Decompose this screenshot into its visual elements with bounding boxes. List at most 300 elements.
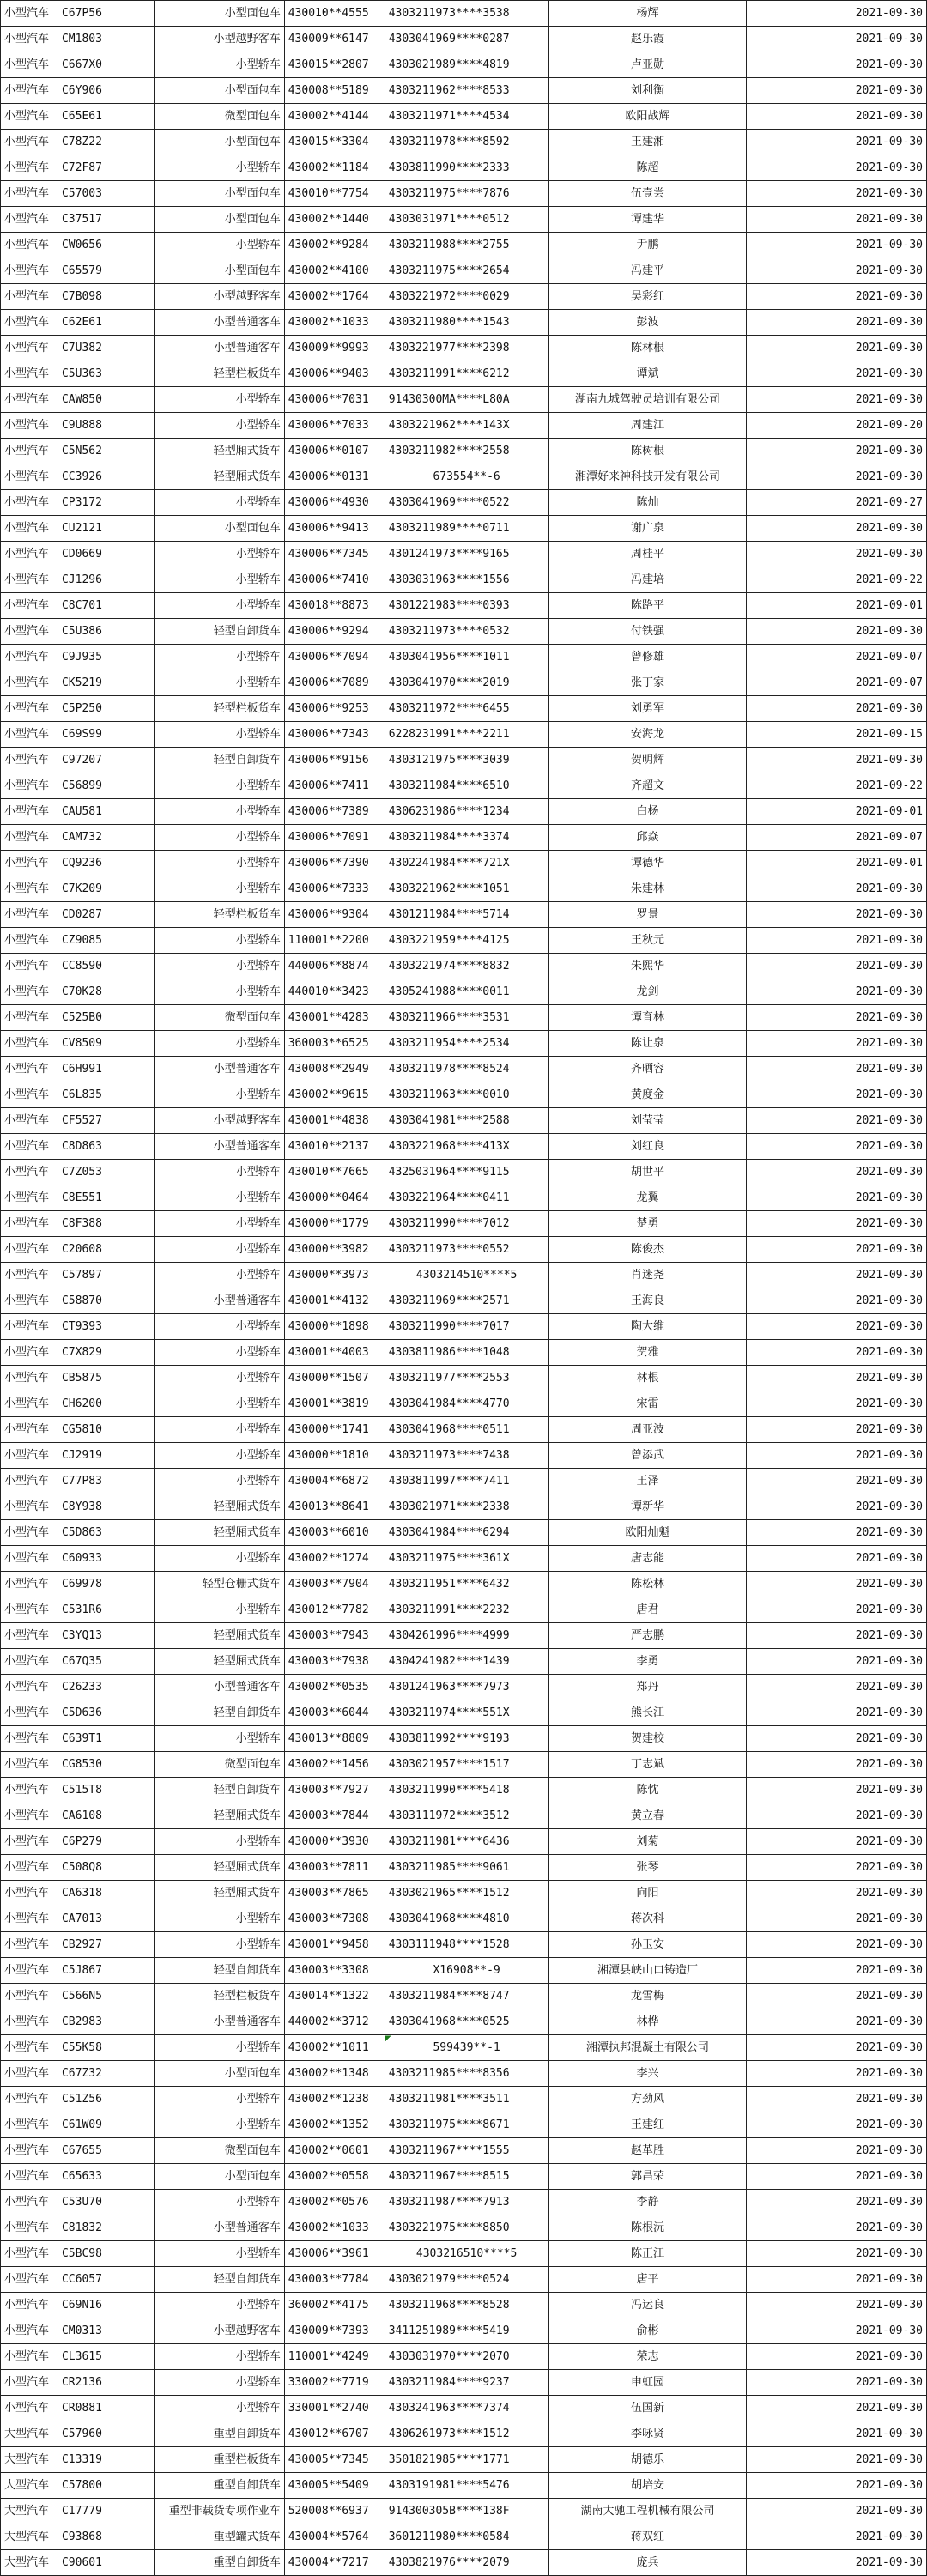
id-number-cell: 6228231991****2211	[385, 722, 548, 748]
plate-number-cell: CF5527	[58, 1108, 154, 1134]
vehicle-class-cell: 小型汽车	[1, 27, 58, 52]
table-row	[1, 310, 927, 336]
table-row	[1, 2293, 927, 2318]
date-cell: 2021-09-30	[747, 1803, 927, 1829]
id-number-cell: 4303211977****2553	[385, 1366, 548, 1391]
table-row	[1, 799, 927, 825]
vehicle-type-cell: 小型越野客车	[154, 2318, 284, 2344]
table-row	[1, 413, 927, 439]
vehicle-type-cell: 小型轿车	[154, 1366, 284, 1391]
license-code-cell: 430003**6010	[284, 1520, 385, 1546]
vehicle-class-cell: 小型汽车	[1, 2318, 58, 2344]
license-code-cell: 430002**1456	[284, 1752, 385, 1778]
vehicle-type-cell: 小型轿车	[154, 1546, 284, 1572]
license-code-cell: 430006**9304	[284, 902, 385, 928]
owner-name-cell: 齐晒容	[548, 1057, 747, 1082]
vehicle-class-cell: 小型汽车	[1, 258, 58, 284]
owner-name-cell: 龙剑	[548, 979, 747, 1005]
vehicle-type-cell: 小型越野客车	[154, 27, 284, 52]
plate-number-cell: CT9393	[58, 1314, 154, 1340]
license-code-cell: 430000**3930	[284, 1829, 385, 1855]
owner-name-cell: 湖南大驰工程机械有限公司	[548, 2499, 747, 2524]
vehicle-class-cell: 小型汽车	[1, 1005, 58, 1031]
vehicle-type-cell: 小型普通客车	[154, 2215, 284, 2241]
owner-name-cell: 孙玉安	[548, 1932, 747, 1958]
vehicle-type-cell: 小型普通客车	[154, 336, 284, 361]
vehicle-type-cell: 小型轿车	[154, 542, 284, 567]
plate-number-cell: CV8509	[58, 1031, 154, 1057]
id-number-cell: 4303211991****6212	[385, 361, 548, 387]
date-cell: 2021-09-30	[747, 104, 927, 130]
license-code-cell: 430006**9294	[284, 619, 385, 645]
table-row	[1, 2370, 927, 2396]
owner-name-cell: 陈超	[548, 155, 747, 181]
id-number-cell: 4303191981****5476	[385, 2473, 548, 2499]
date-cell: 2021-09-30	[747, 902, 927, 928]
owner-name-cell: 陈让泉	[548, 1031, 747, 1057]
date-cell: 2021-09-15	[747, 722, 927, 748]
plate-number-cell: C8Y938	[58, 1494, 154, 1520]
vehicle-class-cell: 小型汽车	[1, 1211, 58, 1237]
id-number-cell: 4303021965****1512	[385, 1881, 548, 1906]
table-row	[1, 1726, 927, 1752]
id-number-cell: 4303211988****2755	[385, 233, 548, 258]
license-code-cell: 430003**7844	[284, 1803, 385, 1829]
owner-name-cell: 龙雪梅	[548, 1984, 747, 2009]
vehicle-class-cell: 小型汽车	[1, 1366, 58, 1391]
license-code-cell: 430009**6147	[284, 27, 385, 52]
date-cell: 2021-09-30	[747, 1623, 927, 1649]
date-cell: 2021-09-30	[747, 1984, 927, 2009]
id-number-cell: 4303041984****4770	[385, 1391, 548, 1417]
id-number-cell: 4303211968****8528	[385, 2293, 548, 2318]
license-code-cell: 430003**7811	[284, 1855, 385, 1881]
license-code-cell: 430006**7390	[284, 851, 385, 876]
id-number-cell: 4303211966****3531	[385, 1005, 548, 1031]
date-cell: 2021-09-30	[747, 1675, 927, 1700]
vehicle-type-cell: 轻型厢式货车	[154, 1855, 284, 1881]
id-number-cell: 4303211973****0552	[385, 1237, 548, 1263]
owner-name-cell: 王泽	[548, 1469, 747, 1494]
date-cell: 2021-09-30	[747, 1108, 927, 1134]
owner-name-cell: 赵革胜	[548, 2138, 747, 2164]
date-cell: 2021-09-30	[747, 1906, 927, 1932]
owner-name-cell: 谭建华	[548, 207, 747, 233]
date-cell: 2021-09-30	[747, 464, 927, 490]
vehicle-class-cell: 小型汽车	[1, 2241, 58, 2267]
license-code-cell: 430002**9284	[284, 233, 385, 258]
date-cell: 2021-09-01	[747, 593, 927, 619]
license-code-cell: 430002**0558	[284, 2164, 385, 2190]
owner-name-cell: 伍国新	[548, 2396, 747, 2421]
vehicle-type-cell: 轻型厢式货车	[154, 1881, 284, 1906]
table-row	[1, 490, 927, 516]
table-row	[1, 1005, 927, 1031]
license-code-cell: 430002**1352	[284, 2112, 385, 2138]
license-code-cell: 430000**1898	[284, 1314, 385, 1340]
vehicle-type-cell: 小型面包车	[154, 258, 284, 284]
vehicle-class-cell: 小型汽车	[1, 979, 58, 1005]
id-number-cell: 91430300MA****L80A	[385, 387, 548, 413]
table-row	[1, 2318, 927, 2344]
id-number-cell: 4303041969****0287	[385, 27, 548, 52]
id-number-cell: 3501821985****1771	[385, 2447, 548, 2473]
plate-number-cell: C67Z32	[58, 2061, 154, 2087]
license-code-cell: 430006**7389	[284, 799, 385, 825]
table-row	[1, 1031, 927, 1057]
vehicle-type-cell: 轻型厢式货车	[154, 1520, 284, 1546]
owner-name-cell: 朱熙华	[548, 954, 747, 979]
vehicle-type-cell: 小型轿车	[154, 1160, 284, 1185]
vehicle-class-cell: 小型汽车	[1, 361, 58, 387]
owner-name-cell: 刘红良	[548, 1134, 747, 1160]
owner-name-cell: 贺明辉	[548, 748, 747, 773]
id-number-cell: 4303211989****0711	[385, 516, 548, 542]
vehicle-class-cell: 小型汽车	[1, 1958, 58, 1984]
owner-name-cell: 彭波	[548, 310, 747, 336]
date-cell: 2021-09-30	[747, 748, 927, 773]
vehicle-class-cell: 小型汽车	[1, 1829, 58, 1855]
table-row	[1, 2087, 927, 2112]
table-row	[1, 2499, 927, 2524]
plate-number-cell: C90601	[58, 2550, 154, 2576]
table-row	[1, 2061, 927, 2087]
table-row	[1, 284, 927, 310]
id-number-cell: 4325031964****9115	[385, 1160, 548, 1185]
date-cell: 2021-09-30	[747, 1082, 927, 1108]
vehicle-class-cell: 小型汽车	[1, 1546, 58, 1572]
plate-number-cell: C77P83	[58, 1469, 154, 1494]
date-cell: 2021-09-30	[747, 1391, 927, 1417]
table-row	[1, 1108, 927, 1134]
license-code-cell: 430006**7094	[284, 645, 385, 670]
vehicle-class-cell: 小型汽车	[1, 1649, 58, 1675]
table-row	[1, 1700, 927, 1726]
plate-number-cell: C6Y906	[58, 78, 154, 104]
vehicle-type-cell: 小型轿车	[154, 490, 284, 516]
owner-name-cell: 俞彬	[548, 2318, 747, 2344]
id-number-cell: 4303041984****6294	[385, 1520, 548, 1546]
license-code-cell: 440006**8874	[284, 954, 385, 979]
vehicle-class-cell: 小型汽车	[1, 2138, 58, 2164]
date-cell: 2021-09-30	[747, 1340, 927, 1366]
table-row	[1, 851, 927, 876]
date-cell: 2021-09-30	[747, 2499, 927, 2524]
table-row	[1, 1288, 927, 1314]
plate-number-cell: CJ2919	[58, 1443, 154, 1469]
owner-name-cell: 谭斌	[548, 361, 747, 387]
id-number-cell: 3411251989****5419	[385, 2318, 548, 2344]
table-row	[1, 1366, 927, 1391]
plate-number-cell: CZ9085	[58, 928, 154, 954]
vehicle-type-cell: 小型轿车	[154, 2370, 284, 2396]
license-code-cell: 430006**7033	[284, 413, 385, 439]
owner-name-cell: 伍壹尝	[548, 181, 747, 207]
id-number-cell: 4303211967****1555	[385, 2138, 548, 2164]
owner-name-cell: 唐志能	[548, 1546, 747, 1572]
plate-number-cell: C26233	[58, 1675, 154, 1700]
vehicle-type-cell: 小型轿车	[154, 1726, 284, 1752]
table-row	[1, 696, 927, 722]
vehicle-type-cell: 小型轿车	[154, 1417, 284, 1443]
id-number-cell: 4304241982****1439	[385, 1649, 548, 1675]
vehicle-type-cell: 小型面包车	[154, 516, 284, 542]
vehicle-class-cell: 小型汽车	[1, 567, 58, 593]
date-cell: 2021-09-07	[747, 825, 927, 851]
vehicle-class-cell: 小型汽车	[1, 1057, 58, 1082]
id-number-cell: 4303021957****1517	[385, 1752, 548, 1778]
table-row	[1, 464, 927, 490]
id-number-cell: 4303211975****7876	[385, 181, 548, 207]
owner-name-cell: 谭德华	[548, 851, 747, 876]
vehicle-type-cell: 轻型厢式货车	[154, 1494, 284, 1520]
owner-name-cell: 林桦	[548, 2009, 747, 2035]
plate-number-cell: C7K209	[58, 876, 154, 902]
owner-name-cell: 陶大维	[548, 1314, 747, 1340]
plate-number-cell: C639T1	[58, 1726, 154, 1752]
id-number-cell: 4303031970****2070	[385, 2344, 548, 2370]
plate-number-cell: CU2121	[58, 516, 154, 542]
date-cell: 2021-09-30	[747, 1752, 927, 1778]
vehicle-class-cell: 小型汽车	[1, 52, 58, 78]
vehicle-class-cell: 小型汽车	[1, 851, 58, 876]
table-row	[1, 825, 927, 851]
id-number-cell: 4303211971****4534	[385, 104, 548, 130]
vehicle-type-cell: 微型面包车	[154, 1752, 284, 1778]
owner-name-cell: 朱建林	[548, 876, 747, 902]
id-number-cell: 4303221968****413X	[385, 1134, 548, 1160]
owner-name-cell: 肖迷尧	[548, 1263, 747, 1288]
plate-number-cell: C6L835	[58, 1082, 154, 1108]
license-code-cell: 430006**3961	[284, 2241, 385, 2267]
date-cell: 2021-09-30	[747, 1288, 927, 1314]
owner-name-cell: 贺建校	[548, 1726, 747, 1752]
license-code-cell: 430001**9458	[284, 1932, 385, 1958]
date-cell: 2021-09-30	[747, 2009, 927, 2035]
owner-name-cell: 黄立春	[548, 1803, 747, 1829]
table-row	[1, 2035, 927, 2061]
date-cell: 2021-09-30	[747, 2267, 927, 2293]
date-cell: 2021-09-30	[747, 876, 927, 902]
id-number-cell: 4303211981****6436	[385, 1829, 548, 1855]
license-code-cell: 430001**4283	[284, 1005, 385, 1031]
plate-number-cell: C69S99	[58, 722, 154, 748]
id-number-cell: 4303041968****4810	[385, 1906, 548, 1932]
vehicle-class-cell: 小型汽车	[1, 1391, 58, 1417]
license-code-cell: 430006**7410	[284, 567, 385, 593]
vehicle-class-cell: 小型汽车	[1, 2112, 58, 2138]
table-row	[1, 155, 927, 181]
date-cell: 2021-09-30	[747, 2190, 927, 2215]
date-cell: 2021-09-30	[747, 1958, 927, 1984]
vehicle-class-cell: 小型汽车	[1, 1984, 58, 2009]
owner-name-cell: 李咏贤	[548, 2421, 747, 2447]
plate-number-cell: CP3172	[58, 490, 154, 516]
plate-number-cell: CD0669	[58, 542, 154, 567]
date-cell: 2021-09-30	[747, 258, 927, 284]
plate-number-cell: C5D863	[58, 1520, 154, 1546]
table-row	[1, 2550, 927, 2576]
license-code-cell: 430002**9615	[284, 1082, 385, 1108]
plate-number-cell: C8F388	[58, 1211, 154, 1237]
owner-name-cell: 吴彩红	[548, 284, 747, 310]
vehicle-type-cell: 小型轿车	[154, 1314, 284, 1340]
vehicle-type-cell: 轻型栏板货车	[154, 902, 284, 928]
table-row	[1, 2344, 927, 2370]
table-row	[1, 1906, 927, 1932]
vehicle-class-cell: 小型汽车	[1, 1031, 58, 1057]
plate-number-cell: C65633	[58, 2164, 154, 2190]
vehicle-type-cell: 小型面包车	[154, 181, 284, 207]
table-row	[1, 542, 927, 567]
vehicle-type-cell: 重型罐式货车	[154, 2524, 284, 2550]
vehicle-type-cell: 小型轿车	[154, 1391, 284, 1417]
owner-name-cell: 胡德乐	[548, 2447, 747, 2473]
vehicle-type-cell: 小型轿车	[154, 2396, 284, 2421]
date-cell: 2021-09-30	[747, 1778, 927, 1803]
id-number-cell: 4303211984****6510	[385, 773, 548, 799]
vehicle-type-cell: 轻型栏板货车	[154, 361, 284, 387]
plate-number-cell: CAM732	[58, 825, 154, 851]
license-code-cell: 430001**3819	[284, 1391, 385, 1417]
table-row	[1, 130, 927, 155]
plate-number-cell: CA7013	[58, 1906, 154, 1932]
owner-name-cell: 湘潭执邦混凝土有限公司	[548, 2035, 747, 2061]
vehicle-class-cell: 小型汽车	[1, 1, 58, 27]
table-row	[1, 1211, 927, 1237]
vehicle-class-cell: 小型汽车	[1, 876, 58, 902]
plate-number-cell: C57960	[58, 2421, 154, 2447]
table-row	[1, 1417, 927, 1443]
date-cell: 2021-09-30	[747, 1520, 927, 1546]
plate-number-cell: CK5219	[58, 670, 154, 696]
plate-number-cell: CJ1296	[58, 567, 154, 593]
vehicle-class-cell: 小型汽车	[1, 1263, 58, 1288]
license-code-cell: 430002**1440	[284, 207, 385, 233]
id-number-cell: 4303221962****1051	[385, 876, 548, 902]
owner-name-cell: 谭育林	[548, 1005, 747, 1031]
vehicle-type-cell: 小型面包车	[154, 1, 284, 27]
vehicle-class-cell: 小型汽车	[1, 1288, 58, 1314]
license-code-cell: 430000**1741	[284, 1417, 385, 1443]
vehicle-type-cell: 小型越野客车	[154, 284, 284, 310]
id-number-cell: 4303021989****4819	[385, 52, 548, 78]
vehicle-type-cell: 小型轿车	[154, 2241, 284, 2267]
owner-name-cell: 冯建培	[548, 567, 747, 593]
table-row	[1, 1469, 927, 1494]
table-row	[1, 1340, 927, 1366]
date-cell: 2021-09-30	[747, 1546, 927, 1572]
plate-number-cell: C515T8	[58, 1778, 154, 1803]
table-row	[1, 2473, 927, 2499]
date-cell: 2021-09-30	[747, 1855, 927, 1881]
plate-number-cell: C53U70	[58, 2190, 154, 2215]
table-row	[1, 1675, 927, 1700]
vehicle-class-cell: 小型汽车	[1, 284, 58, 310]
vehicle-type-cell: 小型普通客车	[154, 1288, 284, 1314]
date-cell: 2021-09-30	[747, 27, 927, 52]
table-row	[1, 1237, 927, 1263]
table-row	[1, 1, 927, 27]
table-row	[1, 2421, 927, 2447]
id-number-cell: 4301241963****7973	[385, 1675, 548, 1700]
owner-name-cell: 曾添武	[548, 1443, 747, 1469]
date-cell: 2021-09-30	[747, 2473, 927, 2499]
date-cell: 2021-09-30	[747, 1932, 927, 1958]
license-code-cell: 430018**8873	[284, 593, 385, 619]
vehicle-type-cell: 小型轿车	[154, 1031, 284, 1057]
license-code-cell: 430010**4555	[284, 1, 385, 27]
plate-number-cell: C13319	[58, 2447, 154, 2473]
date-cell: 2021-09-30	[747, 387, 927, 413]
plate-number-cell: CB5875	[58, 1366, 154, 1391]
id-number-cell: 4301241973****9165	[385, 542, 548, 567]
table-row	[1, 1546, 927, 1572]
id-number-cell: 4303811997****7411	[385, 1469, 548, 1494]
id-number-cell: 4303241963****7374	[385, 2396, 548, 2421]
date-cell: 2021-09-30	[747, 2112, 927, 2138]
vehicle-class-cell: 小型汽车	[1, 1778, 58, 1803]
vehicle-type-cell: 小型普通客车	[154, 1675, 284, 1700]
plate-number-cell: C69978	[58, 1572, 154, 1597]
vehicle-class-cell: 小型汽车	[1, 2164, 58, 2190]
table-row	[1, 1803, 927, 1829]
table-row	[1, 928, 927, 954]
id-number-cell: 4303221977****2398	[385, 336, 548, 361]
date-cell: 2021-09-30	[747, 1829, 927, 1855]
date-cell: 2021-09-30	[747, 1211, 927, 1237]
table-row	[1, 1958, 927, 1984]
license-code-cell: 430015**3304	[284, 130, 385, 155]
vehicle-class-cell: 小型汽车	[1, 78, 58, 104]
date-cell: 2021-09-01	[747, 851, 927, 876]
vehicle-type-cell: 小型轿车	[154, 1082, 284, 1108]
vehicle-type-cell: 小型轿车	[154, 387, 284, 413]
vehicle-type-cell: 小型轿车	[154, 851, 284, 876]
license-code-cell: 440002**3712	[284, 2009, 385, 2035]
vehicle-class-cell: 小型汽车	[1, 439, 58, 464]
plate-number-cell: C57003	[58, 181, 154, 207]
table-row	[1, 336, 927, 361]
license-code-cell: 430006**9253	[284, 696, 385, 722]
id-number-cell: 4303214510****5	[385, 1263, 548, 1288]
owner-name-cell: 李勇	[548, 1649, 747, 1675]
license-code-cell: 430004**7217	[284, 2550, 385, 2576]
id-number-cell: 4303211951****6432	[385, 1572, 548, 1597]
owner-name-cell: 王建湘	[548, 130, 747, 155]
owner-name-cell: 熊长江	[548, 1700, 747, 1726]
vehicle-type-cell: 小型轿车	[154, 413, 284, 439]
vehicle-class-cell: 小型汽车	[1, 233, 58, 258]
vehicle-type-cell: 轻型自卸货车	[154, 1700, 284, 1726]
vehicle-type-cell: 小型轿车	[154, 593, 284, 619]
license-code-cell: 330002**7719	[284, 2370, 385, 2396]
plate-number-cell: C58870	[58, 1288, 154, 1314]
vehicle-type-cell: 小型轿车	[154, 2344, 284, 2370]
owner-name-cell: 蒋双红	[548, 2524, 747, 2550]
plate-number-cell: CA6108	[58, 1803, 154, 1829]
date-cell: 2021-09-30	[747, 1572, 927, 1597]
vehicle-class-cell: 小型汽车	[1, 1443, 58, 1469]
owner-name-cell: 冯运良	[548, 2293, 747, 2318]
owner-name-cell: 湘潭县峡山口铸造厂	[548, 1958, 747, 1984]
license-code-cell: 430003**6044	[284, 1700, 385, 1726]
table-row	[1, 722, 927, 748]
id-number-cell: 4301221983****0393	[385, 593, 548, 619]
id-number-cell: 4303121975****3039	[385, 748, 548, 773]
table-row	[1, 2267, 927, 2293]
date-cell: 2021-09-30	[747, 310, 927, 336]
